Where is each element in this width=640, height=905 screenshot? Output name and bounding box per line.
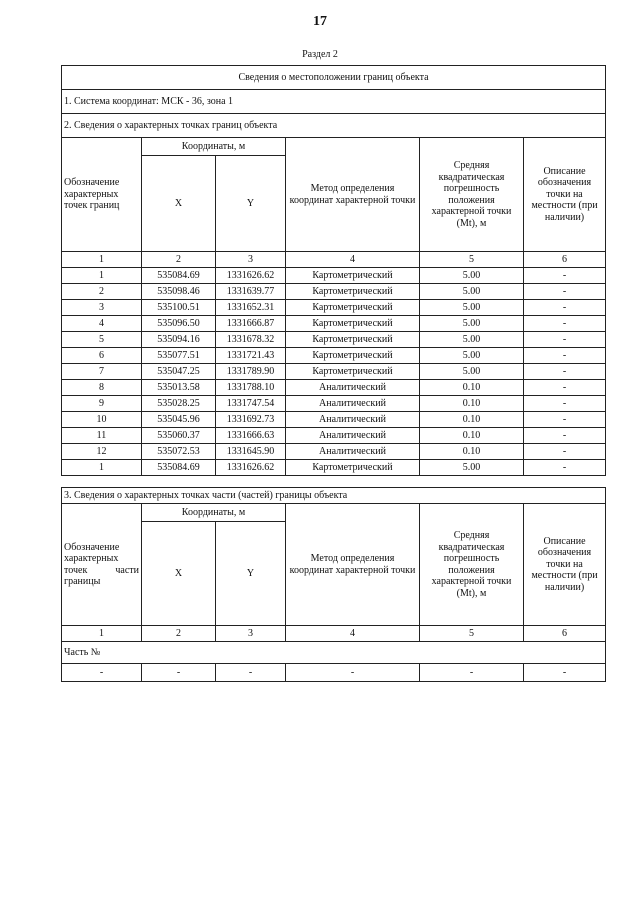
- table-cell: 1: [62, 252, 142, 268]
- table-row: [62, 396, 606, 412]
- table-row: [62, 364, 606, 380]
- table-cell: 1331678.32: [216, 332, 286, 348]
- table-cell: 6: [524, 252, 606, 268]
- table-cell: 1331645.90: [216, 444, 286, 460]
- table-cell: -: [524, 300, 606, 316]
- table-cell: -: [524, 444, 606, 460]
- table-cell: 0.10: [420, 412, 524, 428]
- section3-title: 3. Сведения о характерных точках части (частей) границы объекта: [62, 488, 606, 504]
- header-method-part: Метод определения координат характерной точки: [286, 504, 420, 626]
- table-cell: Аналитический: [286, 396, 420, 412]
- table-cell: 0.10: [420, 444, 524, 460]
- table-cell: 535094.16: [142, 332, 216, 348]
- table-cell: 1331666.87: [216, 316, 286, 332]
- header-description: Описание обозначения точки на местности (при наличии): [524, 138, 606, 252]
- part-row: [62, 664, 606, 682]
- header-designation-part: Обозначение характерных точек части границы: [62, 504, 142, 626]
- table-cell: 5: [420, 252, 524, 268]
- table-cell: 4: [62, 316, 142, 332]
- table-cell: 9: [62, 396, 142, 412]
- column-numbers-row: [62, 626, 606, 642]
- table-cell: Картометрический: [286, 284, 420, 300]
- table-cell: 1331721.43: [216, 348, 286, 364]
- header-y: Y: [216, 156, 286, 252]
- table-cell: -: [524, 460, 606, 476]
- table-cell: 1331652.31: [216, 300, 286, 316]
- table-cell: 535098.46: [142, 284, 216, 300]
- table-cell: Картометрический: [286, 316, 420, 332]
- table-cell: Аналитический: [286, 444, 420, 460]
- table-row: [62, 316, 606, 332]
- table-cell: 7: [62, 364, 142, 380]
- table-cell: -: [142, 664, 216, 682]
- table-cell: 5.00: [420, 300, 524, 316]
- header-coords: Координаты, м: [142, 138, 286, 156]
- header-designation: Обозначение характерных точек границ: [62, 138, 142, 252]
- table-cell: -: [286, 664, 420, 682]
- table-cell: 535072.53: [142, 444, 216, 460]
- table-row: [62, 348, 606, 364]
- boundary-table: [61, 65, 606, 476]
- table-row: [62, 332, 606, 348]
- table-cell: Картометрический: [286, 268, 420, 284]
- table-cell: 12: [62, 444, 142, 460]
- table-cell: -: [524, 428, 606, 444]
- table-cell: -: [62, 664, 142, 682]
- table-cell: 535047.25: [142, 364, 216, 380]
- table-cell: 3: [216, 626, 286, 642]
- table-cell: -: [524, 412, 606, 428]
- table-cell: 535077.51: [142, 348, 216, 364]
- table-cell: 5: [62, 332, 142, 348]
- table-cell: Аналитический: [286, 412, 420, 428]
- table-cell: 5.00: [420, 348, 524, 364]
- table-cell: -: [524, 284, 606, 300]
- table-cell: 5.00: [420, 332, 524, 348]
- table-cell: 535013.58: [142, 380, 216, 396]
- table-cell: Аналитический: [286, 380, 420, 396]
- table-cell: -: [420, 664, 524, 682]
- column-numbers-row: [62, 252, 606, 268]
- table-cell: 535100.51: [142, 300, 216, 316]
- table-cell: 535045.96: [142, 412, 216, 428]
- table-cell: 535028.25: [142, 396, 216, 412]
- table-row: [62, 284, 606, 300]
- page-number: 17: [313, 14, 327, 29]
- table-cell: 1331747.54: [216, 396, 286, 412]
- table-cell: Картометрический: [286, 332, 420, 348]
- table-cell: -: [524, 364, 606, 380]
- table-cell: 1331692.73: [216, 412, 286, 428]
- table-cell: Картометрический: [286, 460, 420, 476]
- table-cell: -: [524, 664, 606, 682]
- table-cell: 5.00: [420, 460, 524, 476]
- table-row: [62, 412, 606, 428]
- table-cell: 5: [420, 626, 524, 642]
- table-row: [62, 380, 606, 396]
- table-cell: -: [524, 316, 606, 332]
- table-cell: 535084.69: [142, 268, 216, 284]
- section-label: Раздел 2: [302, 49, 338, 60]
- table-title: Сведения о местоположении границ объекта: [62, 66, 606, 90]
- table-cell: 2: [142, 252, 216, 268]
- table-cell: 1331639.77: [216, 284, 286, 300]
- table-cell: 5.00: [420, 284, 524, 300]
- header-error-part: Средняя квадратическая погрешность положения характерной точки (Mt), м: [420, 504, 524, 626]
- table-cell: 3: [62, 300, 142, 316]
- table-cell: 535060.37: [142, 428, 216, 444]
- table-row: [62, 428, 606, 444]
- table-cell: 1331788.10: [216, 380, 286, 396]
- header-coords-part: Координаты, м: [142, 504, 286, 522]
- table-cell: Аналитический: [286, 428, 420, 444]
- table-cell: 10: [62, 412, 142, 428]
- header-y-part: Y: [216, 522, 286, 626]
- part-table: [61, 487, 606, 682]
- table-cell: -: [524, 332, 606, 348]
- table-cell: 1331789.90: [216, 364, 286, 380]
- table-cell: 535084.69: [142, 460, 216, 476]
- table-cell: 0.10: [420, 396, 524, 412]
- table-cell: -: [524, 268, 606, 284]
- table-cell: 0.10: [420, 380, 524, 396]
- table-cell: -: [524, 396, 606, 412]
- table-cell: 1331626.62: [216, 460, 286, 476]
- table-cell: 8: [62, 380, 142, 396]
- part-label: Часть №: [62, 642, 606, 664]
- table-row: [62, 444, 606, 460]
- header-x: X: [142, 156, 216, 252]
- table-cell: -: [524, 348, 606, 364]
- coord-system: 1. Система координат: МСК - 36, зона 1: [62, 90, 606, 114]
- table-cell: 5.00: [420, 268, 524, 284]
- table-cell: 535096.50: [142, 316, 216, 332]
- table-cell: 1: [62, 626, 142, 642]
- table-cell: 3: [216, 252, 286, 268]
- table-cell: 0.10: [420, 428, 524, 444]
- table-cell: 4: [286, 626, 420, 642]
- table-row: [62, 460, 606, 476]
- table-cell: 5.00: [420, 364, 524, 380]
- table-cell: 5.00: [420, 316, 524, 332]
- table-cell: 1: [62, 460, 142, 476]
- table-cell: 11: [62, 428, 142, 444]
- table-cell: 2: [62, 284, 142, 300]
- header-x-part: X: [142, 522, 216, 626]
- table-cell: 4: [286, 252, 420, 268]
- header-error: Средняя квадратическая погрешность положения характерной точки (Mt), м: [420, 138, 524, 252]
- table-row: [62, 268, 606, 284]
- table-cell: Картометрический: [286, 348, 420, 364]
- table-cell: 2: [142, 626, 216, 642]
- table-cell: 6: [524, 626, 606, 642]
- table-cell: -: [216, 664, 286, 682]
- table-row: [62, 300, 606, 316]
- table-cell: -: [524, 380, 606, 396]
- section2-title: 2. Сведения о характерных точках границ объекта: [62, 114, 606, 138]
- header-method: Метод определения координат характерной точки: [286, 138, 420, 252]
- table-cell: 6: [62, 348, 142, 364]
- table-cell: Картометрический: [286, 300, 420, 316]
- table-cell: 1331666.63: [216, 428, 286, 444]
- header-description-part: Описание обозначения точки на местности (при наличии): [524, 504, 606, 626]
- table-cell: 1331626.62: [216, 268, 286, 284]
- table-cell: Картометрический: [286, 364, 420, 380]
- table-cell: 1: [62, 268, 142, 284]
